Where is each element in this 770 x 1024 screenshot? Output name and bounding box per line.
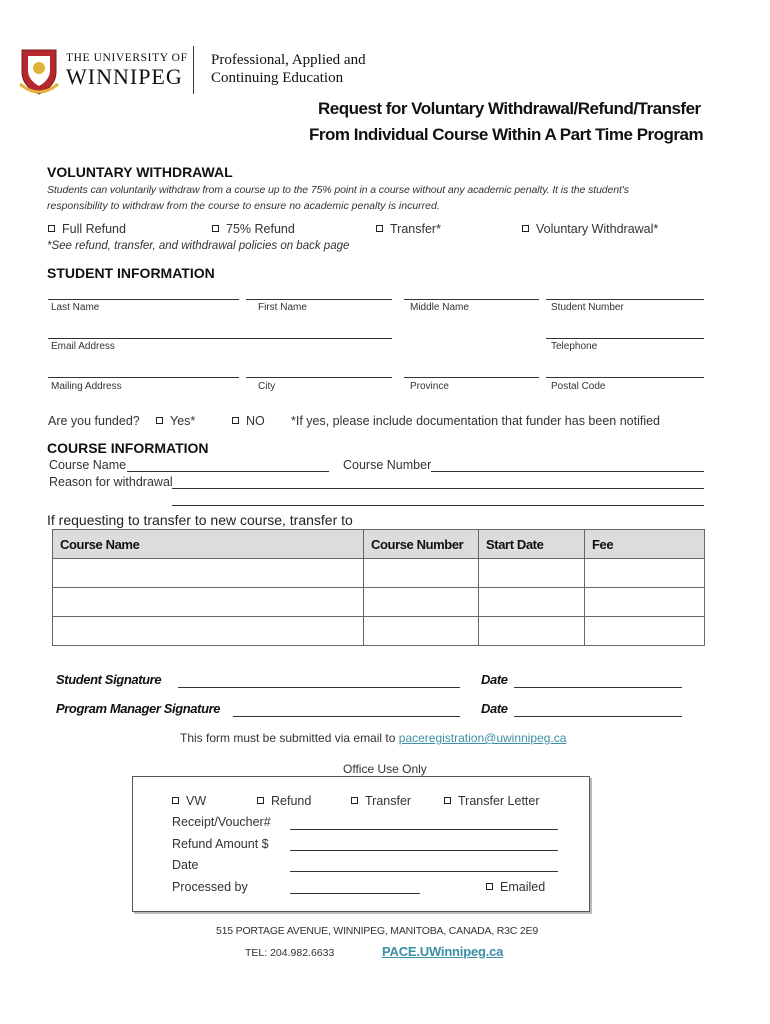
funded-yes-checkbox[interactable] (156, 417, 163, 424)
student-number-label: Student Number (551, 302, 624, 313)
middle-name-field[interactable] (404, 299, 539, 300)
submit-instruction: This form must be submitted via email to paceregistration@uwinnipeg.ca (180, 731, 567, 745)
receipt-field[interactable] (290, 829, 558, 830)
university-crest-icon (18, 44, 60, 96)
cell-course-number[interactable] (364, 559, 479, 588)
transfer-option[interactable]: Transfer* (376, 222, 441, 236)
office-vw-option[interactable]: VW (172, 794, 206, 808)
full-refund-checkbox[interactable] (48, 225, 55, 232)
email-label: Email Address (51, 341, 115, 352)
telephone-field[interactable] (546, 338, 704, 339)
cell-fee[interactable] (585, 588, 705, 617)
cell-start-date[interactable] (479, 588, 585, 617)
course-name-label: Course Name (49, 458, 127, 472)
logo-winnipeg: WINNIPEG (66, 64, 183, 89)
cell-course-number[interactable] (364, 617, 479, 646)
email-field[interactable] (48, 338, 392, 339)
col-start-date: Start Date (479, 530, 585, 559)
table-row (53, 588, 705, 617)
reason-label: Reason for withdrawal (49, 475, 173, 489)
province-field[interactable] (404, 377, 539, 378)
form-title-line1: Request for Voluntary Withdrawal/Refund/Transfer (318, 99, 701, 118)
office-transfer-option[interactable]: Transfer (351, 794, 411, 808)
receipt-label: Receipt/Voucher# (172, 815, 271, 829)
last-name-field[interactable] (48, 299, 239, 300)
office-use-heading: Office Use Only (343, 762, 427, 776)
processed-by-label: Processed by (172, 880, 248, 894)
office-refund-checkbox[interactable] (257, 797, 264, 804)
logo-divider (193, 46, 194, 94)
postal-code-field[interactable] (546, 377, 704, 378)
cell-course-number[interactable] (364, 588, 479, 617)
policy-note: *See refund, transfer, and withdrawal policies on back page (47, 240, 350, 252)
office-vw-checkbox[interactable] (172, 797, 179, 804)
office-date-label: Date (172, 858, 199, 872)
manager-signature-label: Program Manager Signature (56, 701, 221, 716)
postal-code-label: Postal Code (551, 381, 606, 392)
refund-amount-field[interactable] (290, 850, 558, 851)
form-title-line2: From Individual Course Within A Part Time Program (309, 125, 704, 144)
cell-start-date[interactable] (479, 559, 585, 588)
office-transfer-letter-option[interactable]: Transfer Letter (444, 794, 540, 808)
course-information-heading: COURSE INFORMATION (47, 440, 209, 456)
logo-dept-line1: Professional, Applied and (211, 52, 366, 68)
75-refund-checkbox[interactable] (212, 225, 219, 232)
manager-date-label: Date (481, 701, 508, 716)
emailed-option[interactable]: Emailed (486, 880, 545, 894)
cell-fee[interactable] (585, 617, 705, 646)
funded-yes-option[interactable]: Yes* (156, 414, 195, 428)
student-number-field[interactable] (546, 299, 704, 300)
student-date-field[interactable] (514, 687, 682, 688)
footer-website-link[interactable]: PACE.UWinnipeg.ca (382, 944, 504, 959)
city-label: City (258, 381, 276, 392)
office-refund-option[interactable]: Refund (257, 794, 311, 808)
reason-field-line2[interactable] (172, 505, 704, 506)
mailing-address-label: Mailing Address (51, 381, 122, 392)
withdrawal-description-1: Students can voluntarily withdraw from a course up to the 75% point in a course without any academic penalty. It is the student's (47, 184, 629, 196)
last-name-label: Last Name (51, 302, 100, 313)
funded-note: *If yes, please include documentation that funder has been notified (291, 414, 661, 428)
course-number-field[interactable] (431, 471, 704, 472)
course-name-field[interactable] (127, 471, 329, 472)
transfer-table (52, 529, 705, 646)
mailing-address-field[interactable] (48, 377, 239, 378)
course-number-label: Course Number (343, 458, 432, 472)
manager-signature-field[interactable] (233, 716, 460, 717)
transfer-heading: If requesting to transfer to new course, transfer to (47, 512, 353, 528)
city-field[interactable] (246, 377, 392, 378)
office-date-field[interactable] (290, 871, 558, 872)
telephone-label: Telephone (551, 341, 598, 352)
province-label: Province (410, 381, 449, 392)
footer-address: 515 PORTAGE AVENUE, WINNIPEG, MANITOBA, CANADA, R3C 2E9 (216, 925, 538, 937)
logo-university-of: THE UNIVERSITY OF (66, 52, 188, 64)
first-name-field[interactable] (246, 299, 392, 300)
voluntary-withdrawal-heading: VOLUNTARY WITHDRAWAL (47, 164, 233, 180)
voluntary-withdrawal-checkbox[interactable] (522, 225, 529, 232)
funded-no-checkbox[interactable] (232, 417, 239, 424)
middle-name-label: Middle Name (410, 302, 469, 313)
cell-course-name[interactable] (53, 588, 364, 617)
refund-amount-label: Refund Amount $ (172, 837, 269, 851)
col-course-name: Course Name (53, 530, 364, 559)
voluntary-withdrawal-option[interactable]: Voluntary Withdrawal* (522, 222, 658, 236)
col-course-number: Course Number (364, 530, 479, 559)
funded-question: Are you funded? (48, 414, 140, 428)
75-refund-option[interactable]: 75% Refund (212, 222, 295, 236)
office-transfer-letter-checkbox[interactable] (444, 797, 451, 804)
reason-field-line1[interactable] (172, 488, 704, 489)
col-fee: Fee (585, 530, 705, 559)
cell-course-name[interactable] (53, 559, 364, 588)
processed-by-field[interactable] (290, 893, 420, 894)
cell-course-name[interactable] (53, 617, 364, 646)
cell-start-date[interactable] (479, 617, 585, 646)
office-transfer-checkbox[interactable] (351, 797, 358, 804)
funded-no-option[interactable]: NO (232, 414, 265, 428)
cell-fee[interactable] (585, 559, 705, 588)
submit-email-link[interactable]: paceregistration@uwinnipeg.ca (398, 731, 567, 745)
student-signature-field[interactable] (178, 687, 460, 688)
student-signature-label: Student Signature (56, 672, 162, 687)
table-row (53, 559, 705, 588)
student-information-heading: STUDENT INFORMATION (47, 265, 215, 281)
transfer-checkbox[interactable] (376, 225, 383, 232)
student-date-label: Date (481, 672, 508, 687)
withdrawal-description-2: responsibility to withdraw from the course to ensure no academic penalty is incurred. (47, 200, 440, 212)
manager-date-field[interactable] (514, 716, 682, 717)
footer-telephone: TEL: 204.982.6633 (245, 947, 335, 959)
full-refund-option[interactable]: Full Refund (48, 222, 126, 236)
logo-dept-line2: Continuing Education (211, 70, 344, 86)
first-name-label: First Name (258, 302, 307, 313)
table-row (53, 617, 705, 646)
emailed-checkbox[interactable] (486, 883, 493, 890)
